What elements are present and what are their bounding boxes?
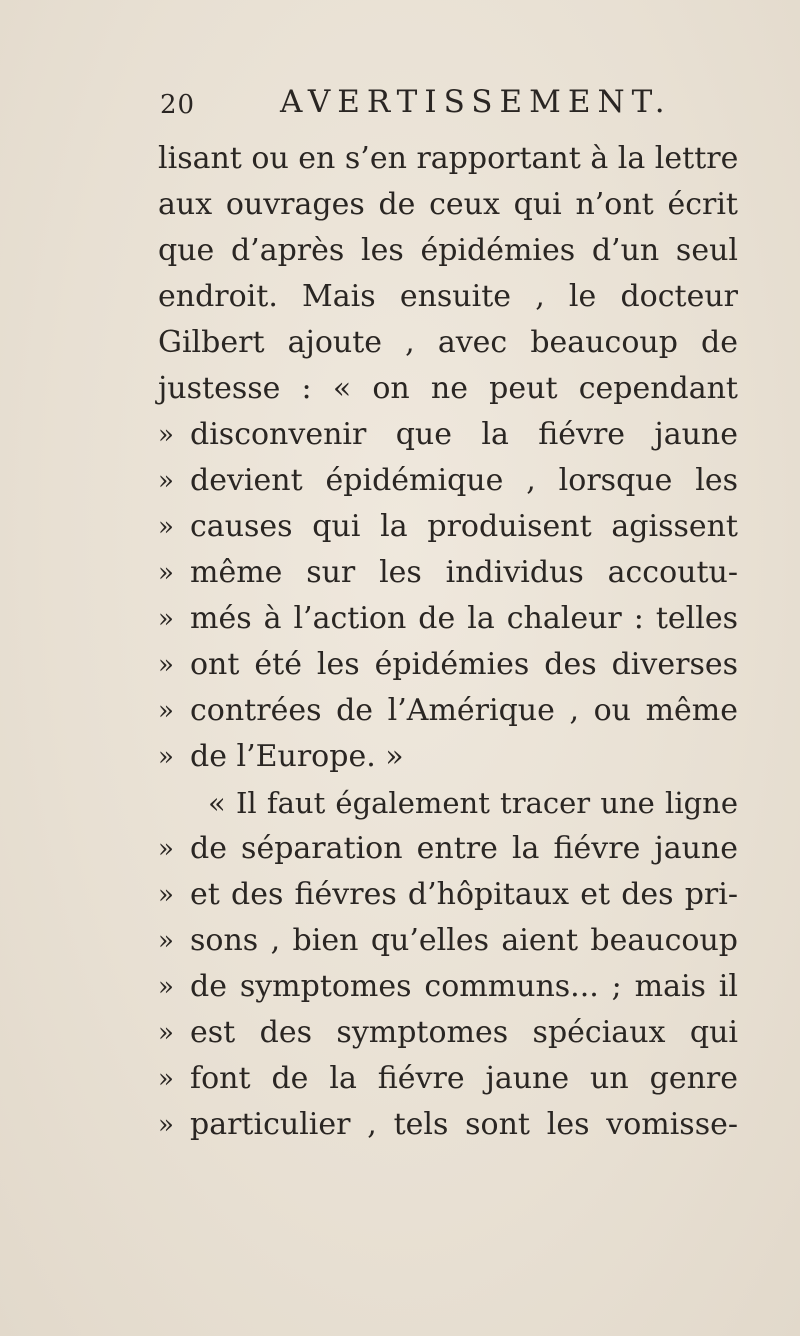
quote-mark: »: [158, 1064, 174, 1094]
page-number: 20: [160, 90, 196, 120]
line-text: particulier , tels sont les vomisse-: [190, 1107, 738, 1142]
quoted-line: [158, 734, 738, 780]
line-text: més à l’action de la chaleur : telles: [190, 601, 738, 636]
quoted-line: [158, 964, 738, 1010]
quoted-line: [158, 642, 738, 688]
line-text: est des symptomes spéciaux qui: [190, 1015, 738, 1050]
quote-mark: »: [158, 466, 174, 496]
quote-mark: »: [158, 696, 174, 726]
line-text: que d’après les épidémies d’un seul: [158, 233, 738, 268]
quoted-line: [158, 918, 738, 964]
line-text: « Il faut également tracer une ligne: [208, 786, 738, 820]
line-text: de séparation entre la fiévre jaune: [190, 831, 738, 866]
text-line: [158, 136, 738, 182]
line-text: font de la fiévre jaune un genre: [190, 1061, 738, 1096]
line-text: causes qui la produisent agissent: [190, 509, 738, 544]
text-line: [158, 274, 738, 320]
quoted-line: [158, 504, 738, 550]
quote-mark: »: [158, 972, 174, 1002]
body-text: [158, 136, 738, 1148]
quote-mark: »: [158, 512, 174, 542]
line-text: de l’Europe. »: [190, 739, 404, 774]
line-text: lisant ou en s’en rapportant à la lettre: [158, 141, 739, 176]
quoted-line: [158, 458, 738, 504]
line-text: disconvenir que la fiévre jaune: [190, 417, 738, 452]
paragraph-start-line: [158, 780, 738, 826]
quote-mark: »: [158, 742, 174, 772]
quote-mark: »: [158, 1110, 174, 1140]
quoted-line: [158, 1056, 738, 1102]
quoted-line: [158, 688, 738, 734]
text-line: [158, 320, 738, 366]
line-text: même sur les individus accoutu-: [190, 555, 738, 590]
text-line: [158, 366, 738, 412]
line-text: Gilbert ajoute , avec beaucoup de: [158, 325, 738, 360]
quoted-line: [158, 826, 738, 872]
quote-mark: »: [158, 420, 174, 450]
running-head: AVERTISSEMENT.: [280, 84, 672, 120]
line-text: et des fiévres d’hôpitaux et des pri-: [190, 877, 738, 912]
quoted-line: [158, 596, 738, 642]
quoted-line: [158, 872, 738, 918]
line-text: sons , bien qu’elles aient beaucoup: [190, 923, 738, 958]
line-text: aux ouvrages de ceux qui n’ont écrit: [158, 187, 738, 222]
line-text: endroit. Mais ensuite , le docteur: [158, 279, 738, 314]
page-header: [160, 84, 680, 128]
quoted-line: [158, 1102, 738, 1148]
text-line: [158, 228, 738, 274]
line-text: contrées de l’Amérique , ou même: [190, 693, 738, 728]
quote-mark: »: [158, 834, 174, 864]
quote-mark: »: [158, 1018, 174, 1048]
quoted-line: [158, 1010, 738, 1056]
line-text: devient épidémique , lorsque les: [190, 463, 738, 498]
quote-mark: »: [158, 558, 174, 588]
quoted-line: [158, 412, 738, 458]
line-text: de symptomes communs... ; mais il: [190, 969, 738, 1004]
quoted-line: [158, 550, 738, 596]
quote-mark: »: [158, 650, 174, 680]
quote-mark: »: [158, 604, 174, 634]
quote-mark: »: [158, 880, 174, 910]
quote-mark: »: [158, 926, 174, 956]
text-line: [158, 182, 738, 228]
line-text: justesse : « on ne peut cependant: [158, 371, 738, 406]
line-text: ont été les épidémies des diverses: [190, 647, 738, 682]
